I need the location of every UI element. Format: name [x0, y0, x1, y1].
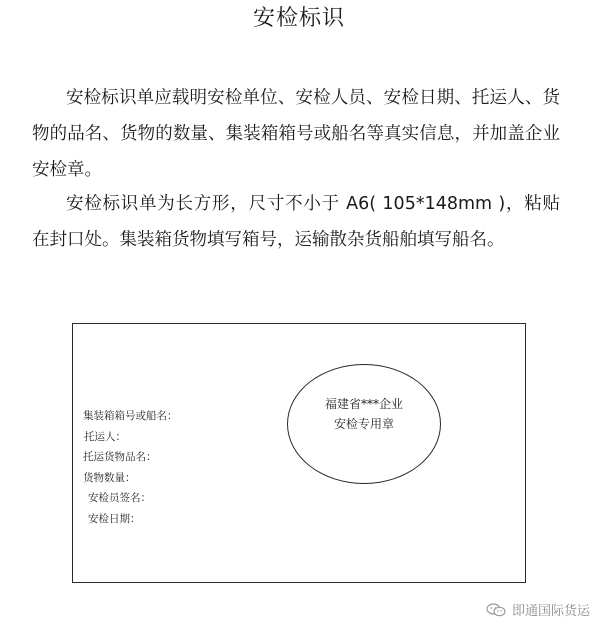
field-shipper: 托运人： — [84, 430, 126, 443]
watermark — [486, 600, 590, 619]
field-cargo-name: 托运货物品名： — [83, 451, 157, 463]
seal-company-line: 福建省***企业 — [324, 397, 403, 411]
wechat-icon — [486, 603, 506, 617]
security-label-sample — [72, 323, 526, 583]
field-cargo-quantity: 货物数量： — [83, 471, 136, 484]
seal-purpose-line: 安检专用章 — [333, 417, 394, 431]
security-seal — [287, 364, 441, 484]
field-inspector-signature: 安检员签名： — [88, 492, 151, 504]
label-fields — [83, 406, 178, 529]
watermark-text: 即通国际货运 — [511, 604, 590, 619]
field-inspection-date: 安检日期： — [88, 512, 141, 525]
document-title: 安检标识 — [252, 6, 345, 31]
paragraph-dimensions: 安检标识单为长方形，尺寸不小于 A6( 105*148mm )，粘贴在封口处。集装箱货物填写箱号，运输散杂货船舶填写船名。 — [32, 194, 560, 250]
field-container-or-ship: 集装箱箱号或船名： — [83, 410, 178, 422]
paragraph-requirements: 安检标识单应载明安检单位、安检人员、安检日期、托运人、货物的品名、货物的数量、集装箱箱号或船名等真实信息，并加盖企业安检章。 — [32, 88, 560, 180]
